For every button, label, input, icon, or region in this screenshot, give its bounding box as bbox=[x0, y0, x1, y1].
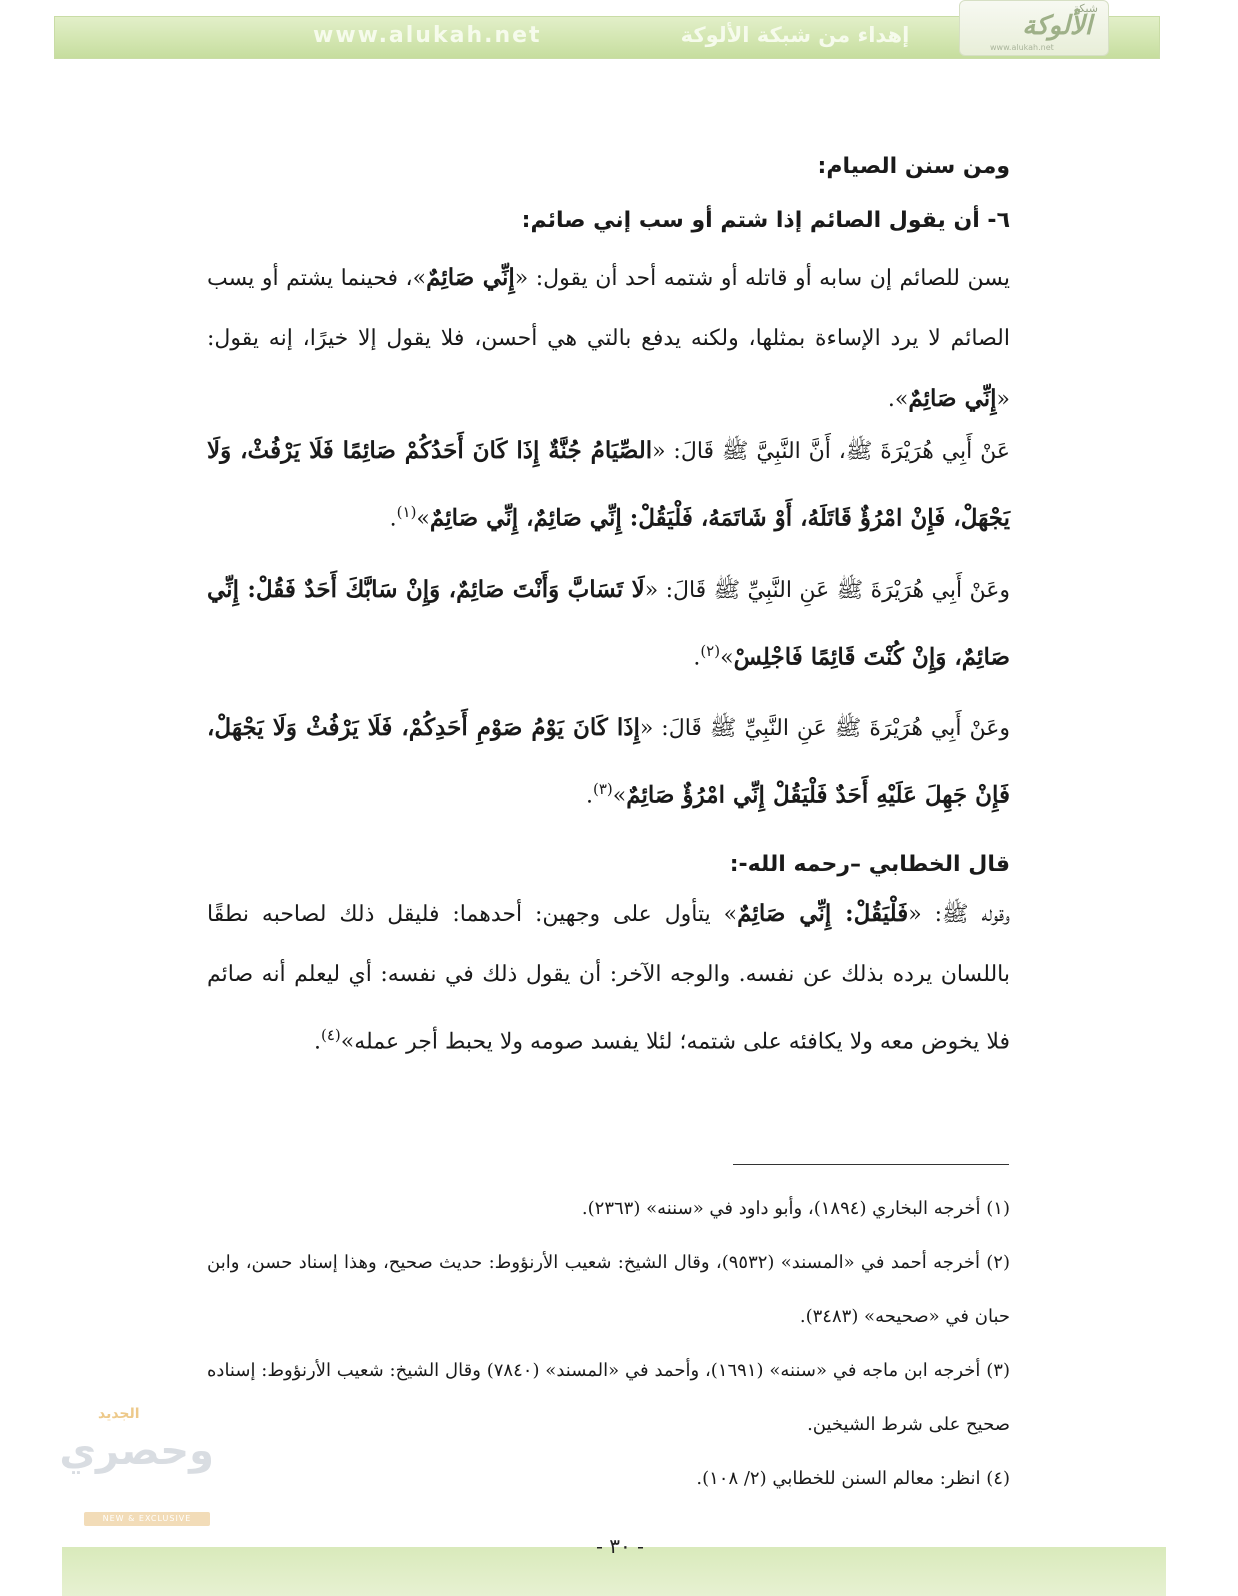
paragraph-text-end: ». bbox=[887, 387, 909, 412]
stamp-top-text: الجديد bbox=[98, 1406, 140, 1422]
hadith-3-intro: وعَنْ أَبِي هُرَيْرَةَ ﷺ عَنِ النَّبِيِّ ﷺ قَالَ: « bbox=[639, 716, 1010, 741]
hadith-1-intro: عَنْ أَبِي هُرَيْرَةَ ﷺ، أَنَّ النَّبِيَّ ﷺ قَالَ: « bbox=[652, 439, 1010, 464]
footnote-ref-1[interactable]: (١) bbox=[396, 503, 417, 521]
footnote-3: (٣) أخرجه ابن ماجه في «سننه» (١٦٩١)، وأحمد في «المسند» (٧٨٤٠) وقال الشيخ: شعيب الأرنؤوط: إسناده صحيح على شرط الشيخين. bbox=[207, 1360, 1010, 1435]
khattabi-quote: فَلْيَقُلْ: إِنِّي صَائِمٌ bbox=[737, 900, 909, 927]
khattabi-intro: وقوله ﷺ: « bbox=[908, 902, 1010, 927]
alukah-logo bbox=[959, 0, 1109, 56]
footnote-2: (٢) أخرجه أحمد في «المسند» (٩٥٣٢)، وقال الشيخ: شعيب الأرنؤوط: حديث صحيح، وهذا إسناد حسن، وابن حبان في «صحيحه» (٣٤٨٣). bbox=[207, 1252, 1010, 1327]
hadith-2-text: لَا تَسَابَّ وَأَنْتَ صَائِمٌ، وَإِنْ سَابَّكَ أَحَدٌ فَقُلْ: إِنِّي صَائِمٌ، وَإِنْ كُنْتَ قَائِمًا فَاجْلِسْ bbox=[207, 576, 1010, 671]
footnote-divider bbox=[733, 1164, 1009, 1165]
paragraph-sunnah bbox=[207, 248, 1010, 430]
khattabi-heading: قال الخطابي –رحمه الله-: bbox=[729, 852, 1010, 877]
hadith-3-end: . bbox=[585, 783, 593, 809]
section-heading: ومن سنن الصيام: bbox=[817, 154, 1010, 179]
paragraph-quote-2: إِنِّي صَائِمٌ bbox=[908, 385, 997, 412]
hadith-2-intro: وعَنْ أَبِي هُرَيْرَةَ ﷺ عَنِ النَّبِيِّ ﷺ قَالَ: « bbox=[644, 578, 1010, 603]
hadith-1 bbox=[207, 421, 1010, 549]
hadith-1-text: الصِّيَامُ جُنَّةٌ إِذَا كَانَ أَحَدُكُمْ صَائِمًا فَلَا يَرْفُثْ، وَلَا يَجْهَلْ، فَإِنْ امْرُؤٌ قَاتَلَهُ، أَوْ شَاتَمَهُ، فَلْيَقُلْ: إِنِّي صَائِمٌ، إِنِّي صَائِمٌ bbox=[207, 437, 1010, 532]
hadith-2-close: » bbox=[720, 645, 734, 671]
paragraph-quote: إِنِّي صَائِمٌ bbox=[426, 264, 515, 291]
footnote-ref-2[interactable]: (٢) bbox=[700, 642, 721, 660]
page-number: - ٣٠ - bbox=[596, 1534, 644, 1558]
hadith-3 bbox=[207, 698, 1010, 826]
logo-main-text: الألوكة bbox=[1022, 11, 1092, 41]
stamp-band-text: NEW & EXCLUSIVE bbox=[84, 1512, 210, 1526]
khattabi-end: . bbox=[313, 1029, 321, 1055]
hadith-1-end: . bbox=[389, 506, 397, 532]
banner-gift-text: إهداء من شبكة الألوكة bbox=[680, 23, 910, 47]
logo-url: www.alukah.net bbox=[990, 43, 1054, 52]
hadith-3-close: » bbox=[612, 783, 627, 809]
paragraph-text-mid: »، فحينما يشتم أو يسب الصائم لا يرد الإساءة بمثلها، ولكنه يدفع بالتي هي أحسن، فلا يقول إلا خيرًا، إنه يقول: « bbox=[207, 266, 1010, 412]
hadith-1-close: » bbox=[416, 506, 430, 532]
hadith-2-end: . bbox=[693, 645, 701, 671]
hadith-3-text: إِذَا كَانَ يَوْمُ صَوْمِ أَحَدِكُمْ، فَلَا يَرْفُثْ وَلَا يَجْهَلْ، فَإِنْ جَهِلَ عَلَيْهِ أَحَدٌ فَلْيَقُلْ إِنِّي امْرُؤٌ صَائِمٌ bbox=[207, 714, 1010, 809]
banner-url: www.alukah.net bbox=[313, 23, 542, 48]
khattabi-text: » يتأول على وجهين: أحدهما: فليقل ذلك لصاحبه نطقًا باللسان يرده بذلك عن نفسه. والوجه الآخر: أن يقول ذلك في نفسه: أي ليعلم أنه صائم فلا يخوض معه ولا يكافئه على شتمه؛ لئلا يفسد صومه ولا يحبط أجر عمله» bbox=[207, 902, 1010, 1055]
khattabi-paragraph bbox=[207, 884, 1010, 1072]
logo-small-text: شبكة bbox=[1073, 2, 1098, 15]
footnote-ref-3[interactable]: (٣) bbox=[592, 780, 613, 798]
footnotes bbox=[207, 1182, 1010, 1506]
new-exclusive-stamp bbox=[59, 1400, 214, 1530]
paragraph-text: يسن للصائم إن سابه أو قاتله أو شتمه أحد أن يقول: « bbox=[514, 266, 1010, 291]
footnote-4: (٤) انظر: معالم السنن للخطابي (٢/ ١٠٨). bbox=[696, 1468, 1010, 1489]
section-subheading: ٦- أن يقول الصائم إذا شتم أو سب إني صائم: bbox=[521, 208, 1010, 233]
hadith-2 bbox=[207, 560, 1010, 688]
footnote-ref-4[interactable]: (٤) bbox=[320, 1026, 341, 1044]
footnote-1: (١) أخرجه البخاري (١٨٩٤)، وأبو داود في «سننه» (٢٣٦٣). bbox=[581, 1198, 1010, 1219]
stamp-main-text: وحصري bbox=[59, 1428, 214, 1474]
